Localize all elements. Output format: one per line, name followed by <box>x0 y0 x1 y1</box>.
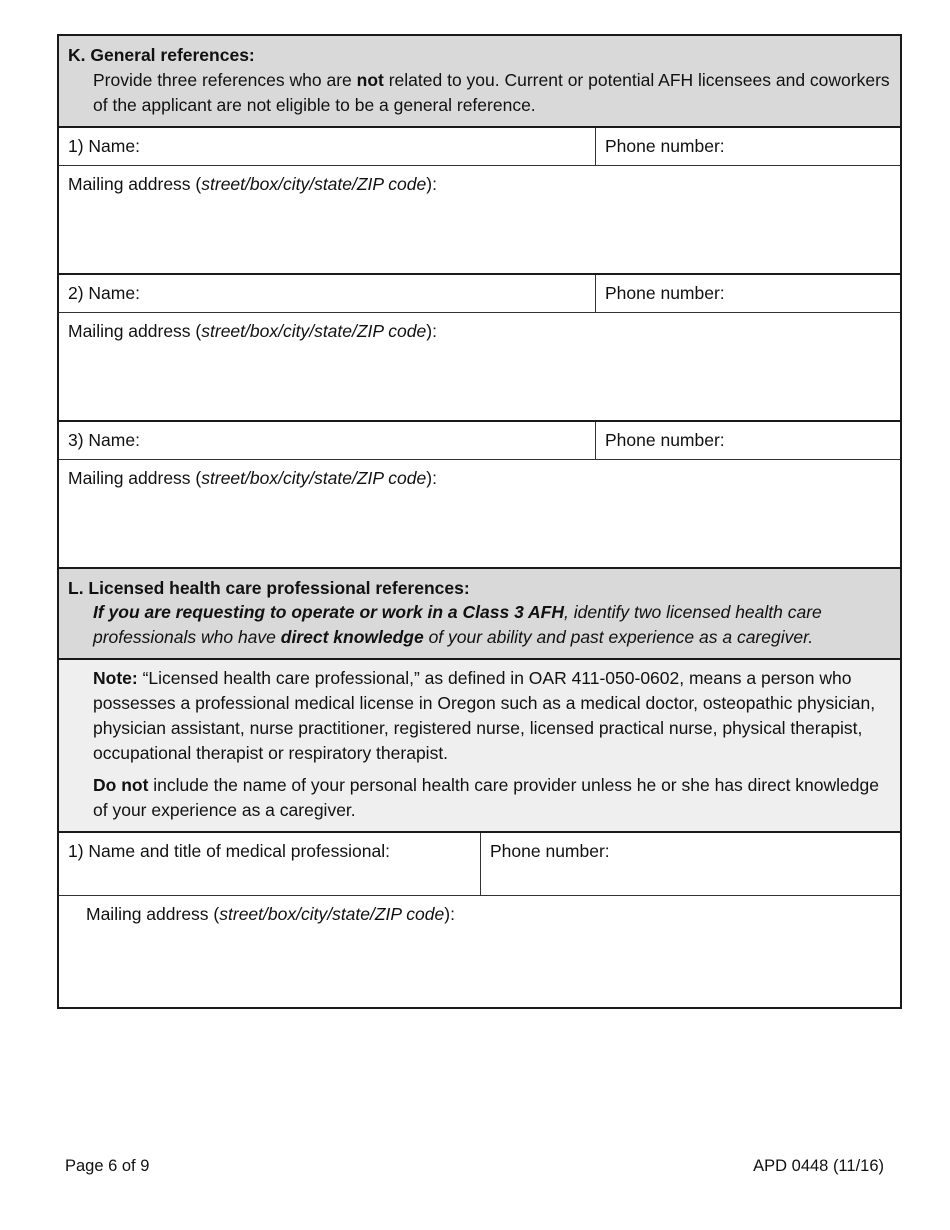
section-k-header <box>59 36 900 128</box>
reference-3-row <box>59 422 900 460</box>
reference-3-name-field[interactable]: 3) Name: <box>59 422 596 459</box>
note-paragraph: Note: “Licensed health care professional,” as defined in OAR 411-050-0602, means a person who possesses a professional medical license in Oregon such as a medical doctor, osteopathic physician, physician assistant, nurse practitioner, registered nurse, licensed practical nurse, physical therapist, occupational therapist or respiratory therapist. <box>93 668 876 763</box>
section-l-header <box>59 569 900 661</box>
reference-1-name-field[interactable]: 1) Name: <box>59 128 596 165</box>
medical-reference-1-row <box>59 833 900 896</box>
reference-3-mailing-address-field[interactable]: Mailing address (street/box/city/state/ZIP code): <box>59 460 900 569</box>
reference-2-name-field[interactable]: 2) Name: <box>59 275 596 312</box>
section-k-intro: Provide three references who are not related to you. Current or potential AFH licensees and coworkers of the applicant are not eligible to be a general reference. <box>93 69 890 115</box>
medical-reference-1-mailing-address-field[interactable]: Mailing address (street/box/city/state/ZIP code): <box>86 904 455 925</box>
reference-2-phone-field[interactable]: Phone number: <box>605 282 725 303</box>
reference-form <box>57 34 902 1009</box>
section-l-intro: If you are requesting to operate or work in a Class 3 AFH, identify two licensed health care professionals who have direct knowledge of your ability and past experience as a caregiver. <box>93 602 822 648</box>
reference-1-row <box>59 128 900 166</box>
medical-reference-1-phone-field[interactable]: Phone number: <box>490 841 610 862</box>
reference-1-phone-field[interactable]: Phone number: <box>605 135 725 156</box>
reference-1-mailing-address-field[interactable]: Mailing address (street/box/city/state/ZIP code): <box>59 166 900 275</box>
page-number: Page 6 of 9 <box>65 1157 150 1175</box>
form-id: APD 0448 (11/16) <box>753 1157 884 1175</box>
reference-2-mailing-address-field[interactable]: Mailing address (street/box/city/state/ZIP code): <box>59 313 900 422</box>
do-not-paragraph: Do not include the name of your personal health care provider unless he or she has direct knowledge of your experience as a caregiver. <box>93 775 879 821</box>
medical-reference-1-name-field[interactable]: 1) Name and title of medical professional: <box>59 833 481 895</box>
reference-3-phone-field[interactable]: Phone number: <box>605 429 725 450</box>
section-l-note <box>59 660 900 833</box>
section-l-title: L. Licensed health care professional references: <box>68 577 470 598</box>
section-k-title: K. General references: <box>68 45 255 65</box>
reference-2-row <box>59 275 900 313</box>
